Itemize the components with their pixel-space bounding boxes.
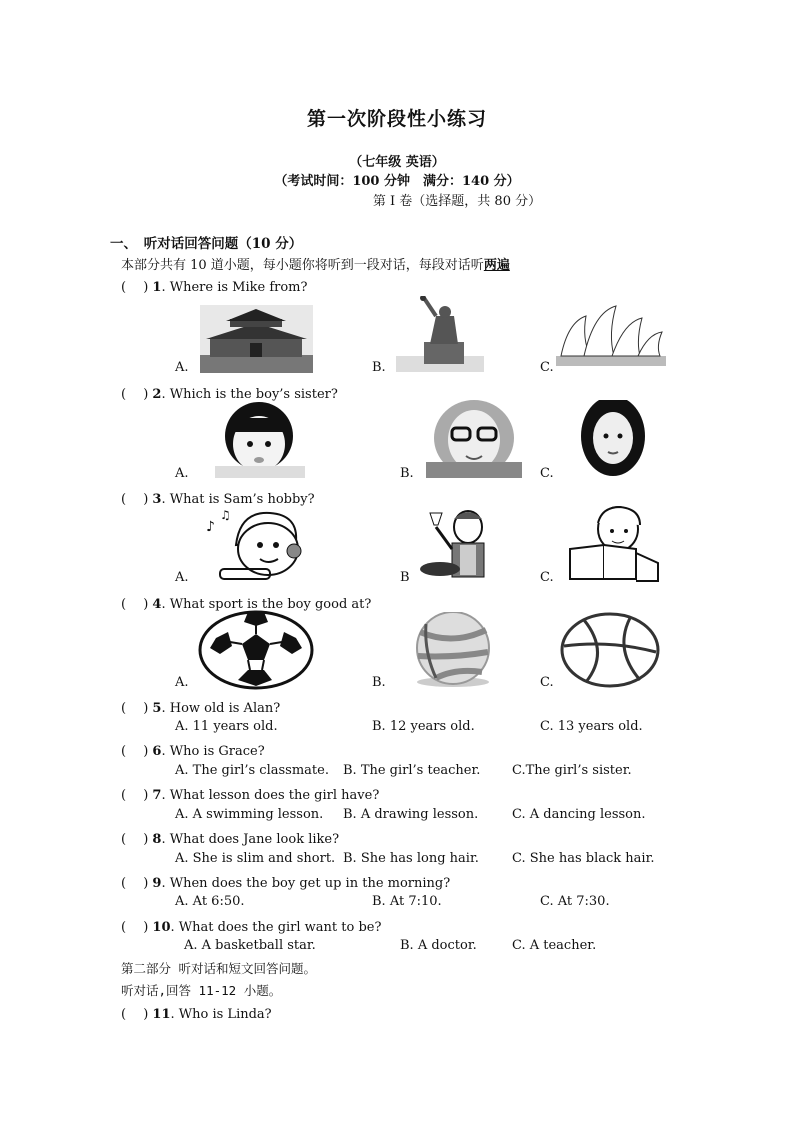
section2-heading: 第二部分 听对话和短文回答问题。 [121,961,317,976]
option-c: C. At 7:30. [540,894,610,909]
girl-with-glasses-image [422,400,526,478]
statue-of-liberty-image [396,296,484,372]
question-8: ( ) 8. What does Jane look like? [121,832,340,847]
svg-text:♪: ♪ [206,519,215,535]
tiananmen-image [200,305,313,373]
soccer-ball-image [198,610,314,690]
page-title: 第一次阶段性小练习 [306,108,487,130]
question-10: ( ) 10. What does the girl want to be? [121,920,382,935]
volleyball-image [406,612,500,688]
option-b: B. A doctor. [400,938,477,953]
option-b: B. At 7:10. [372,894,442,909]
option-b-label: B. [400,466,414,481]
option-b-label: B [400,570,410,585]
option-a-label: A. [175,360,189,375]
option-c-label: C. [540,570,554,585]
option-c: C. She has black hair. [512,851,655,866]
option-c-label: C. [540,360,554,375]
boy-listening-music-image [200,505,312,583]
section1-intro: 本部分共有 10 道小题，每小题你将听到一段对话，每段对话听两遍 [121,258,510,273]
option-a: A. The girl’s classmate. [175,763,329,778]
question-11: ( ) 11. Who is Linda? [121,1007,272,1022]
option-a: A. 11 years old. [175,719,278,734]
option-b: B. She has long hair. [343,851,479,866]
option-b: B. 12 years old. [372,719,475,734]
option-b: B. The girl’s teacher. [343,763,481,778]
option-c: C. A teacher. [512,938,597,953]
option-c: C. A dancing lesson. [512,807,646,822]
svg-text:♫: ♫ [220,508,231,522]
question-7: ( ) 7. What lesson does the girl have? [121,788,380,803]
question-6: ( ) 6. Who is Grace? [121,744,265,759]
question-4: ( ) 4. What sport is the boy good at? [121,597,372,612]
option-a-label: A. [175,675,189,690]
question-5: ( ) 5. How old is Alan? [121,701,281,716]
boy-reading-image [562,505,662,583]
option-a: A. At 6:50. [175,894,245,909]
exam-time-score: （考试时间：100 分钟 满分：140 分） [274,174,520,189]
grade-subject: （七年级 英语） [349,155,445,170]
option-c-label: C. [540,466,554,481]
little-girl-image [207,400,307,478]
question-2: ( ) 2. Which is the boy’s sister? [121,387,338,402]
option-b: B. A drawing lesson. [343,807,479,822]
option-b-label: B. [372,675,386,690]
volume-info: 第 I 卷（选择题，共 80 分） [372,194,542,209]
option-c-label: C. [540,675,554,690]
section1-heading: 一、 听对话回答问题（10 分） [110,236,303,252]
option-a-label: A. [175,466,189,481]
option-c: C.The girl’s sister. [512,763,632,778]
option-a: A. A swimming lesson. [175,807,324,822]
question-3: ( ) 3. What is Sam’s hobby? [121,492,315,507]
option-a-label: A. [175,570,189,585]
option-c: C. 13 years old. [540,719,643,734]
man-cooking-image [410,505,506,583]
basketball-image [560,612,660,688]
option-b-label: B. [372,360,386,375]
sydney-opera-house-image [556,304,666,366]
section2-sub: 听对话,回答 11-12 小题。 [121,983,282,998]
question-1: ( ) 1. Where is Mike from? [121,280,308,295]
question-9: ( ) 9. When does the boy get up in the morning? [121,876,451,891]
option-a: A. She is slim and short. [175,851,336,866]
teen-girl-image [578,400,648,478]
option-a: A. A basketball star. [184,938,316,953]
